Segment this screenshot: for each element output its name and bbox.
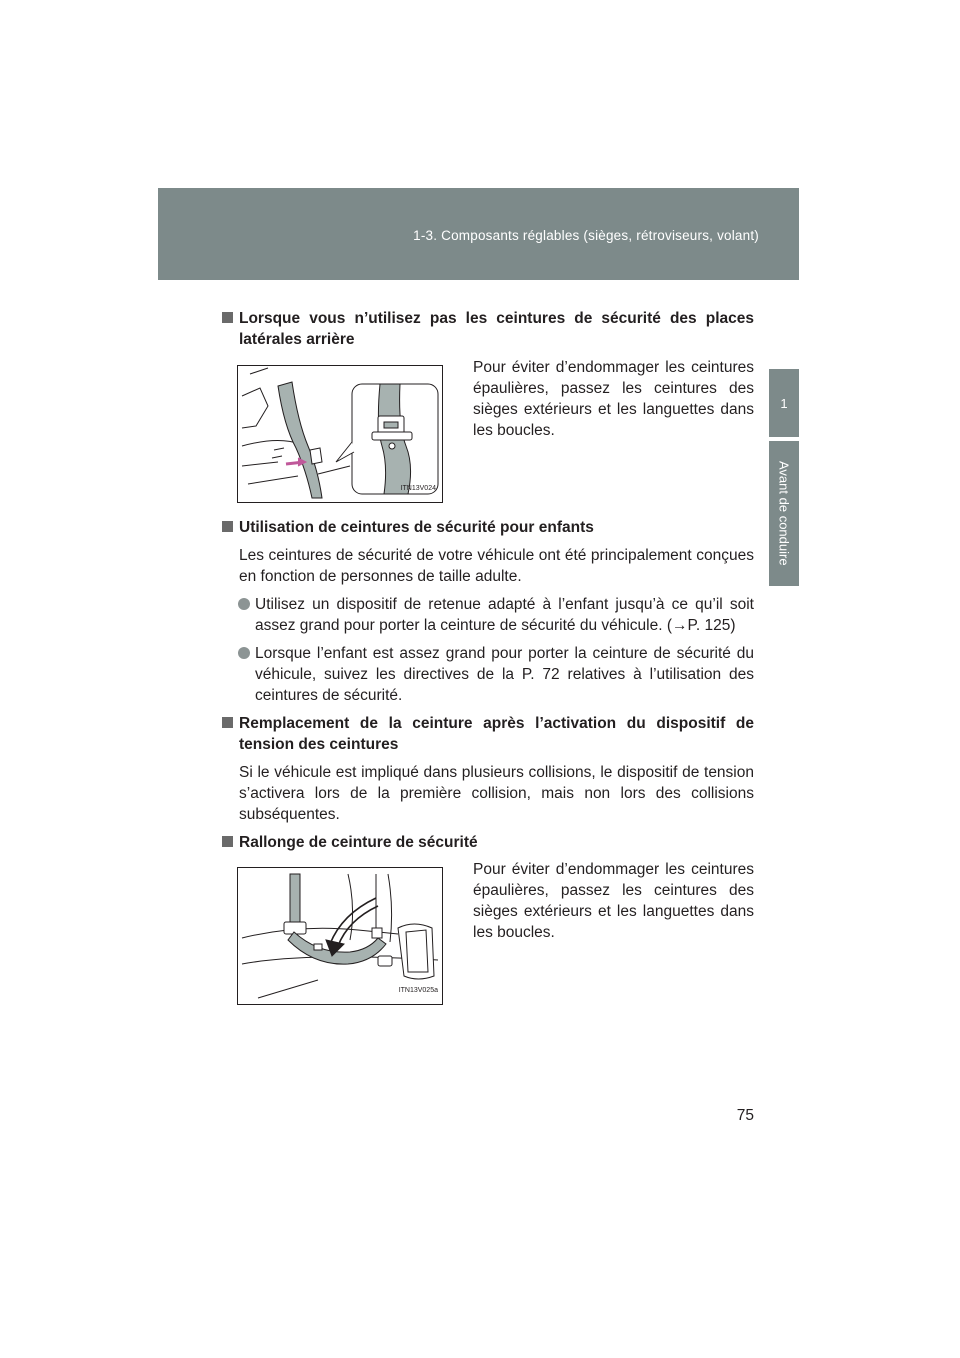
section-heading: Rallonge de ceinture de sécurité xyxy=(222,832,754,853)
list-item: Utilisez un dispositif de retenue adapté à l’enfant jusqu’à ce qu’il soit assez grand pour porter la ceinture de sécurité du véhicule. (→P. 125) xyxy=(222,594,754,636)
section-heading: Lorsque vous n’utilisez pas les ceintures de sécurité des places latérales arrière xyxy=(222,308,754,350)
figure-row xyxy=(222,359,754,503)
figure-code: ITN13V024 xyxy=(400,485,436,492)
side-tab xyxy=(769,441,799,586)
square-bullet-icon xyxy=(222,312,233,323)
side-tab-number: 1 xyxy=(769,369,799,437)
round-bullet-icon xyxy=(238,647,250,659)
figure-code: ITN13V025a xyxy=(398,987,438,994)
figure-caption: Pour éviter d’endommager les ceintures épaulières, passez les ceintures des sièges extérieurs et les languettes dans les boucles. xyxy=(473,861,754,941)
seatbelt-extender-illustration xyxy=(237,867,443,1005)
section-heading: Remplacement de la ceinture après l’activation du dispositif de tension des ceintures xyxy=(222,713,754,755)
side-tab-label: Avant de conduire xyxy=(776,461,792,566)
seatbelt-buckle-illustration xyxy=(237,365,443,503)
section-heading: Utilisation de ceintures de sécurité pour enfants xyxy=(222,517,754,538)
square-bullet-icon xyxy=(222,717,233,728)
round-bullet-icon xyxy=(238,598,250,610)
chapter-title: 1-3. Composants réglables (sièges, rétroviseurs, volant) xyxy=(413,228,759,243)
figure-caption: Pour éviter d’endommager les ceintures épaulières, passez les ceintures des sièges extérieurs et les languettes dans les boucles. xyxy=(473,359,754,439)
list-item: Lorsque l’enfant est assez grand pour porter la ceinture de sécurité du véhicule, suivez les directives de la P. 72 relatives à l’utilisation des ceintures de sécurité. xyxy=(222,643,754,706)
section-text: Les ceintures de sécurité de votre véhicule ont été principalement conçues en fonction de personnes de taille adulte. xyxy=(239,547,754,585)
square-bullet-icon xyxy=(222,521,233,532)
chapter-header-band xyxy=(158,188,799,280)
section-text: Si le véhicule est impliqué dans plusieurs collisions, le dispositif de tension s’activera lors de la première collision, mais non lors des collisions subséquentes. xyxy=(239,764,754,823)
page-content xyxy=(222,308,754,1005)
figure-row xyxy=(222,861,754,1005)
page-number: 75 xyxy=(736,1107,754,1124)
square-bullet-icon xyxy=(222,836,233,847)
